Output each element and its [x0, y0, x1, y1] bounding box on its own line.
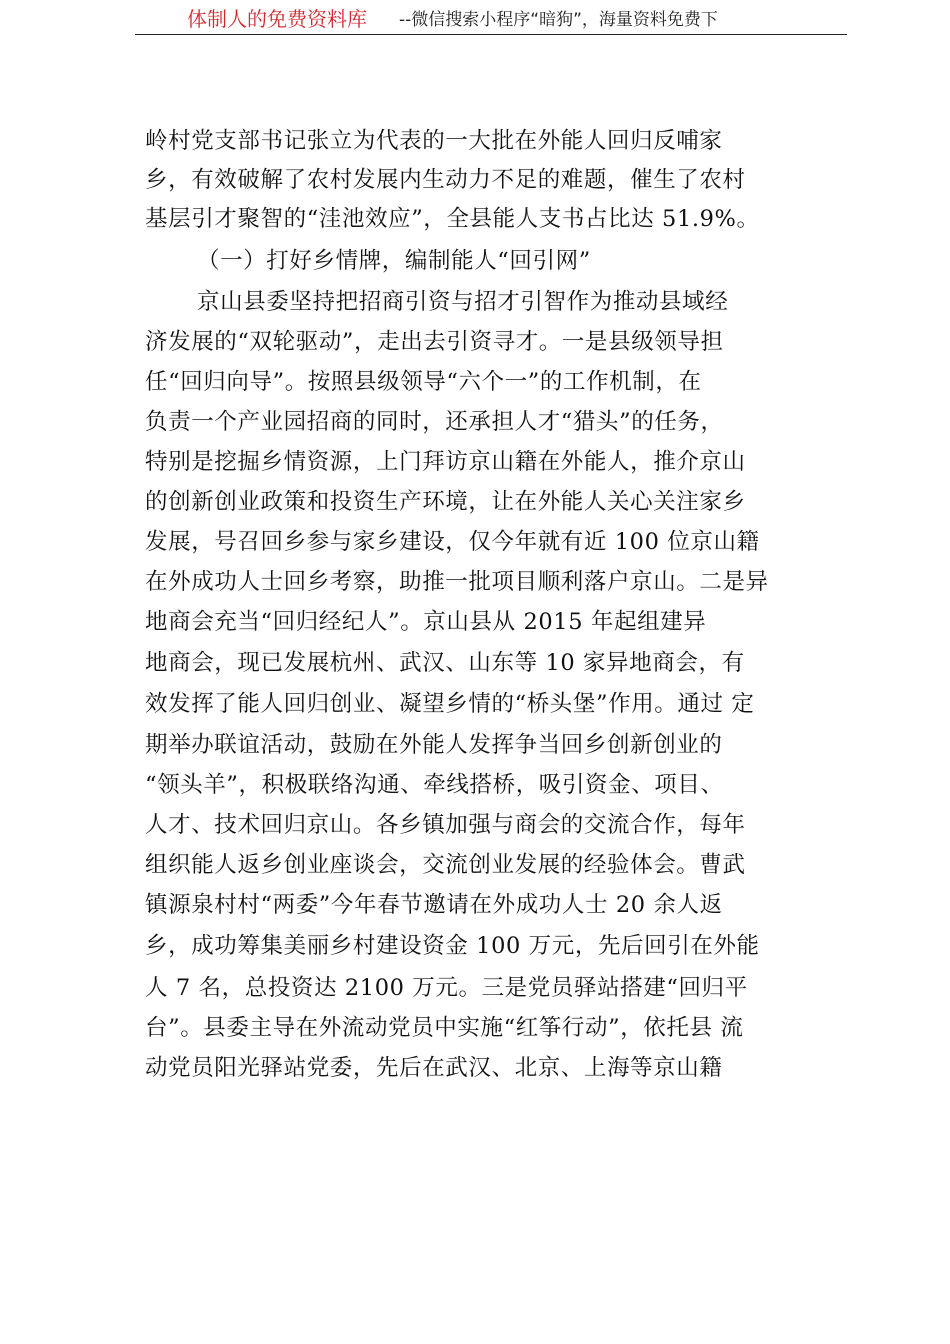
text-line: 的创新创业政策和投资生产环境，让在外能人关心关注家乡 [145, 489, 746, 515]
text-line: 地商会，现已发展杭州、武汉、山东等 10 家异地商会，有 [145, 650, 745, 676]
text-line: 组织能人返乡创业座谈会，交流创业发展的经验体会。曹武 [145, 852, 746, 878]
header-tagline: --微信搜索小程序“暗狗”，海量资料免费下 [399, 10, 718, 30]
text-line: 人才、技术回归京山。各乡镇加强与商会的交流合作，每年 [145, 812, 746, 838]
text-line: 任“回归向导”。按照县级领导“六个一”的工作机制，在 [145, 369, 702, 395]
text-line: 乡，有效破解了农村发展内生动力不足的难题，催生了农村 [145, 167, 746, 193]
section-heading: （一）打好乡情牌，编制能人“回引网” [197, 248, 591, 274]
text-line: 效发挥了能人回归创业、凝望乡情的“桥头堡”作用。通过 定 [145, 691, 755, 717]
text-line: 济发展的“双轮驱动”，走出去引资寻才。一是县级领导担 [145, 329, 724, 355]
text-line: 人 7 名，总投资达 2100 万元。三是党员驿站搭建“回归平 [145, 975, 748, 1001]
text-line: 特别是挖掘乡情资源，上门拜访京山籍在外能人，推介京山 [145, 449, 746, 475]
text-line: 在外成功人士回乡考察，助推一批项目顺利落户京山。二是异 [145, 569, 769, 595]
text-line: 发展，号召回乡参与家乡建设，仅今年就有近 100 位京山籍 [145, 529, 760, 555]
text-line: 动党员阳光驿站党委，先后在武汉、北京、上海等京山籍 [145, 1055, 723, 1081]
text-line: 岭村党支部书记张立为代表的一大批在外能人回归反哺家 [145, 128, 723, 154]
text-line: 台”。县委主导在外流动党员中实施“红筝行动”，依托县 流 [145, 1015, 744, 1041]
text-line: 期举办联谊活动，鼓励在外能人发挥争当回乡创新创业的 [145, 732, 723, 758]
header-brand: 体制人的免费资料库 [187, 7, 367, 31]
text-line: 乡，成功筹集美丽乡村建设资金 100 万元，先后回引在外能 [145, 933, 760, 959]
text-line: 基层引才聚智的“洼池效应”，全县能人支书占比达 51.9%。 [145, 206, 760, 232]
text-line: “领头羊”，积极联络沟通、牵线搭桥，吸引资金、项目、 [145, 772, 724, 798]
text-line: 负责一个产业园招商的同时，还承担人才“猎头”的任务， [145, 409, 724, 435]
text-line: 京山县委坚持把招商引资与招才引智作为推动县域经 [197, 289, 729, 315]
text-line: 镇源泉村村“两委”今年春节邀请在外成功人士 20 余人返 [145, 892, 723, 918]
text-line: 地商会充当“回归经纪人”。京山县从 2015 年起组建异 [145, 609, 707, 635]
